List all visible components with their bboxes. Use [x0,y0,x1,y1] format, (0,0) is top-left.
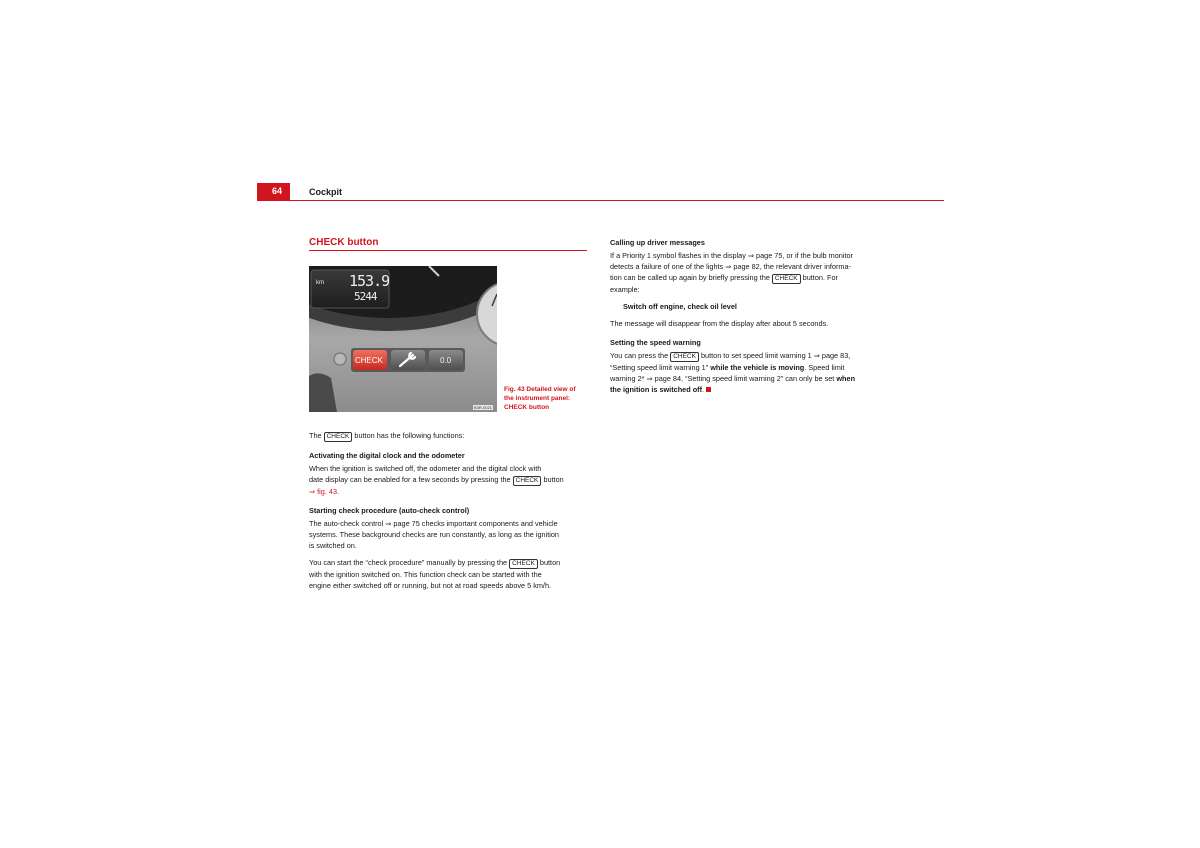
figure-code: B3R-0021 [474,405,493,410]
section-end-marker [706,387,711,392]
section-rule [309,250,587,251]
page-number: 64 [272,186,283,196]
check-key: CHECK [509,559,538,569]
check-key: CHECK [772,274,801,284]
check-key: CHECK [324,432,353,442]
section-title: CHECK button [309,237,379,248]
display-unit: km [316,280,324,286]
dimmer-knob [334,353,346,365]
heading-check-procedure: Starting check procedure (auto-check control) [309,506,470,515]
heading-clock-odometer: Activating the digital clock and the odometer [309,451,465,460]
example-message: Switch off engine, check oil level [623,302,737,311]
header-rule [257,200,944,201]
clock-odometer-paragraph: When the ignition is switched off, the odometer and the digital clock with date display can be enabled for a few seconds by pressing the CHECK button ⇒ fig. 43. [309,464,564,496]
figure-caption: Fig. 43 Detailed view of the instrument panel: CHECK button [504,386,576,411]
right-column [610,237,895,395]
left-column [309,430,591,591]
instrument-panel-figure [309,266,497,412]
display-odometer: 5244 [354,290,377,303]
intro-paragraph: The CHECK button has the following functions: [309,431,465,440]
check-key: CHECK [513,476,542,486]
auto-check-paragraph: The auto-check control ⇒ page 75 checks important components and vehicle systems. These background checks are run constantly, as long as the ignition is switched on. [309,519,559,550]
heading-speed-warning: Setting the speed warning [610,338,701,347]
speed-warning-paragraph: You can press the CHECK button to set speed limit warning 1 ⇒ page 83, “Setting speed limit warning 1” while the vehicle is moving. Speed limit warning 2* ⇒ page 84, “Setting speed limit warning 2” can only be set when the ignition is switched off. [610,351,856,394]
driver-messages-paragraph: If a Priority 1 symbol flashes in the display ⇒ page 75, or if the bulb monitor detects a failure of one of the lights ⇒ page 82, the relevant driver informa- tion can be called up again by briefly pressing the CHECK button. For example: [610,251,853,294]
reset-button-label: 0.0 [440,356,452,365]
message-disappear-paragraph: The message will disappear from the display after about 5 seconds. [610,319,829,328]
check-key: CHECK [670,352,699,362]
heading-driver-messages: Calling up driver messages [610,238,705,247]
figure-reference-link[interactable]: ⇒ fig. 43 [309,487,338,496]
check-button-label: CHECK [355,356,384,365]
display-trip: 153.9 [349,272,390,290]
chapter-title: Cockpit [309,187,343,197]
manual-check-paragraph: You can start the “check procedure” manually by pressing the CHECK button with the ignition switched on. This function check can be started with the engine either switched off or running, but not at road speeds above 5 km/h. [309,558,561,590]
